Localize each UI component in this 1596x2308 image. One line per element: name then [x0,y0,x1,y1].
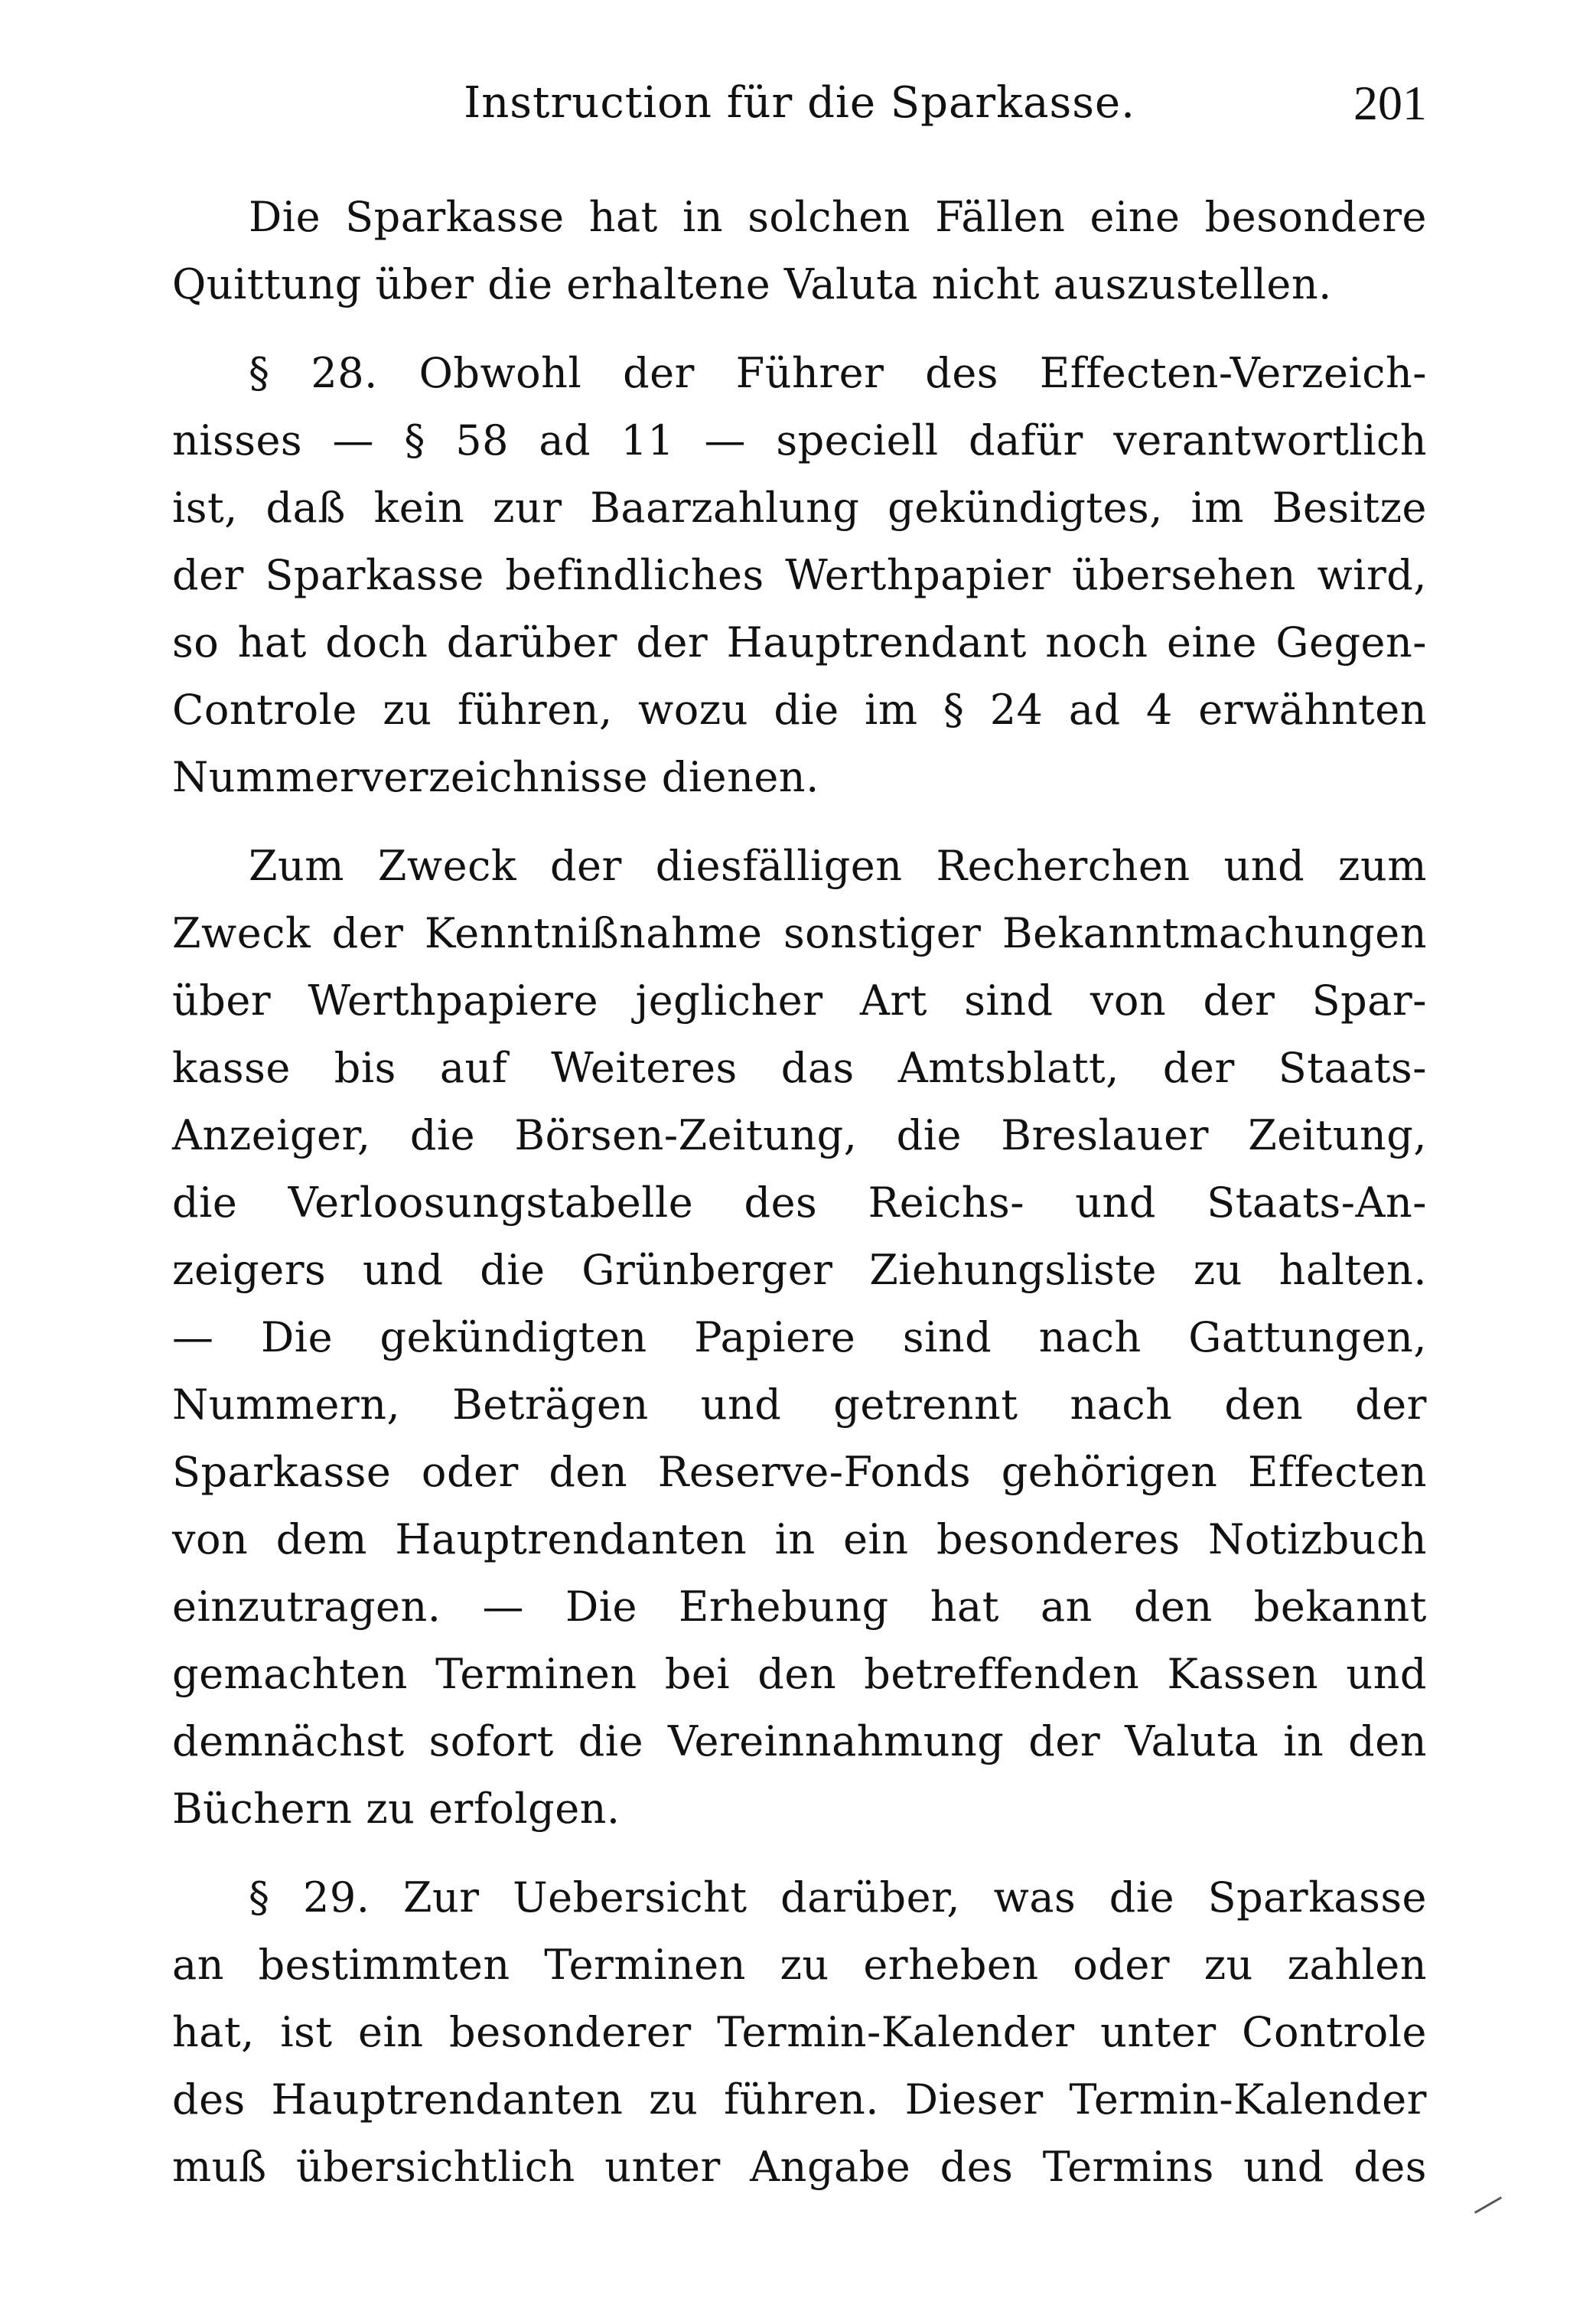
text-line: Zweck der Kenntnißnahme sonstiger Bekanntmachungen [172,909,1427,957]
text-line: — Die gekündigten Papiere sind nach Gattungen, [172,1313,1427,1361]
text-line: ist, daß kein zur Baarzahlung gekündigtes, im Besitze [172,484,1427,532]
text-line: hat, ist ein besonderer Termin-Kalender unter Controle [172,2008,1427,2056]
text-line: demnächst sofort die Vereinnahmung der Valuta in den [172,1717,1427,1765]
text-line: Die Sparkasse hat in solchen Fällen eine besondere [249,193,1427,241]
text-line: Anzeiger, die Börsen-Zeitung, die Breslauer Zeitung, [172,1111,1427,1159]
text-line: Quittung über die erhaltene Valuta nicht auszustellen. [172,260,1332,308]
paragraph [172,1864,1427,2201]
text-line: § 28. Obwohl der Führer des Effecten-Verzeich- [249,349,1427,397]
page-header [172,73,1427,134]
text-line: von dem Hauptrendanten in ein besonderes Notizbuch [172,1515,1427,1563]
text-line: der Sparkasse befindliches Werthpapier übersehen wird, [172,551,1427,599]
page-number: 201 [1353,76,1427,130]
text-line: Zum Zweck der diesfälligen Recherchen und zum [249,842,1427,890]
text-line: Nummern, Beträgen und getrennt nach den der [172,1381,1427,1429]
text-line: nisses — § 58 ad 11 — speciell dafür verantwortlich [172,416,1427,465]
text-line: Controle zu führen, wozu die im § 24 ad 4 erwähnten [172,686,1427,734]
paragraph [172,833,1427,1843]
text-line: einzutragen. — Die Erhebung hat an den bekannt [172,1583,1427,1631]
text-line: des Hauptrendanten zu führen. Dieser Termin-Kalender [172,2075,1427,2124]
paragraph [172,184,1427,318]
text-line: die Verloosungstabelle des Reichs- und Staats-An- [172,1178,1427,1227]
text-line: kasse bis auf Weiteres das Amtsblatt, der Staats- [172,1044,1427,1092]
running-title: Instruction für die Sparkasse. [464,78,1135,128]
text-line: Sparkasse oder den Reserve-Fonds gehörigen Effecten [172,1448,1427,1496]
text-line: an bestimmten Terminen zu erheben oder zu zahlen [172,1941,1427,1989]
text-line: so hat doch darüber der Hauptrendant noch eine Gegen- [172,618,1427,667]
paragraph [172,340,1427,811]
text-line: gemachten Terminen bei den betreffenden Kassen und [172,1650,1427,1698]
text-line: über Werthpapiere jeglicher Art sind von der Spar- [172,976,1427,1025]
text-line: muß übersichtlich unter Angabe des Termins und des [172,2143,1427,2191]
body-text [172,184,1427,2201]
text-line: Nummerverzeichnisse dienen. [172,753,819,801]
text-line: § 29. Zur Uebersicht darüber, was die Sparkasse [249,1873,1427,1922]
text-line: Büchern zu erfolgen. [172,1785,620,1833]
pencil-mark [1474,2196,1502,2214]
text-line: zeigers und die Grünberger Ziehungsliste zu halten. [172,1246,1427,1294]
